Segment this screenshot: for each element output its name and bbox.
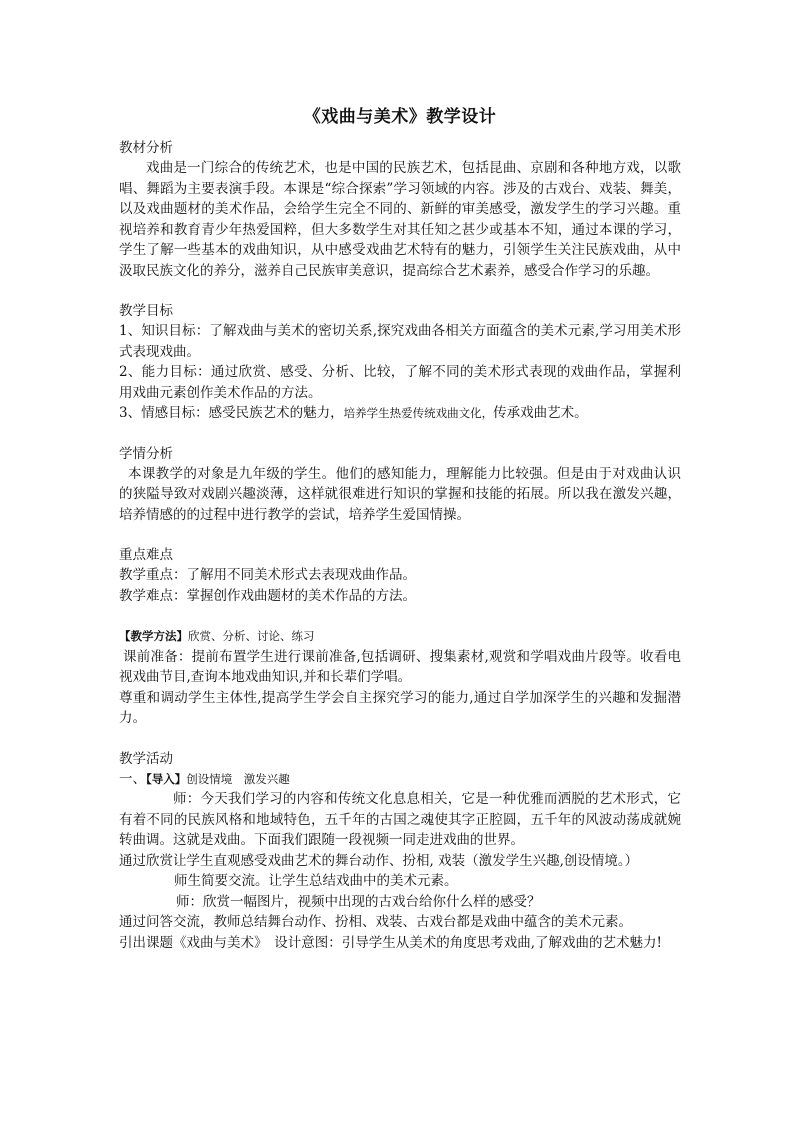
step-one-text: 创设情境 激发兴趣 [186, 771, 290, 786]
spacer [119, 606, 681, 626]
step-one-label: 【导入】 [146, 771, 187, 786]
section-heading-teaching-activities: 教学活动 [119, 750, 173, 767]
spacer [119, 525, 681, 545]
goal-emotion-tail: 传承戏曲艺术。 [493, 405, 588, 421]
spacer [119, 424, 681, 444]
goal-emotion-main: 3、情感目标：感受民族艺术的魅力， [119, 405, 344, 421]
difficulty-line: 教学难点：掌握创作戏曲题材的美术作品的方法。 [119, 587, 416, 604]
student-analysis-paragraph: 本课教学的对象是九年级的学生。他们的感知能力，理解能力比较强。但是由于对戏曲认识的狭隘导致对戏剧兴趣淡薄，这样就很难进行知识的掌握和技能的拓展。所以我在激发兴趣，培养情感的的过程中进行教学的尝试，培养学生爱国情操。 [119, 465, 681, 523]
textbook-analysis-paragraph: 戏曲是一门综合的传统艺术，也是中国的民族艺术，包括昆曲、京剧和各种地方戏，以歌唱、舞蹈为主要表演手段。本课是“综合探索”学习领域的内容。涉及的古戏台、戏装、舞美，以及戏曲题材的美术作品，会给学生完全不同的、新鲜的审美感受，激发学生的学习兴趣。重视培养和教育青少年热爱国粹，但大多数学生对其任知之甚少或基本不知，通过本课的学习，学生了解一些基本的戏曲知识，从中感受戏曲艺术特有的魅力，引领学生关注民族戏曲，从中汲取民族文化的养分，滋养自己民族审美意识，提高综合艺术素养，感受合作学习的乐趣。 [119, 160, 681, 279]
step-one-prefix: 一、 [119, 770, 146, 787]
topic-intro-paragraph: 引出课题《戏曲与美术》 设计意图：引导学生从美术的角度思考戏曲,了解戏曲的艺术魅力! [119, 934, 662, 951]
preparation-paragraph: 课前准备：提前布置学生进行课前准备,包括调研、搜集素材,观赏和学唱戏曲片段等。收看电视戏曲节目,查询本地戏曲知识,并和长辈们学唱。 [119, 648, 681, 685]
goal-ability: 2、能力目标：通过欣赏、感受、分析、比较，了解不同的美术形式表现的戏曲作品，掌握利用戏曲元素创作美术作品的方法。 [119, 364, 681, 401]
goal-knowledge: 1、知识目标：了解戏曲与美术的密切关系,探究戏曲各相关方面蕴含的美术元素,学习用美术形式表现戏曲。 [119, 323, 681, 360]
goal-emotion [119, 403, 681, 424]
appreciation-paragraph: 通过欣赏让学生直观感受戏曲艺术的舞台动作、扮相, 戏装（激发学生兴趣,创设情境。） [119, 852, 639, 869]
document-body [119, 104, 681, 953]
section-heading-textbook-analysis: 教材分析 [119, 140, 173, 156]
teacher-intro-paragraph: 师：今天我们学习的内容和传统文化息息相关，它是一种优雅而洒脱的艺术形式，它有着不同的民族风格和地域特色，五千年的古国之魂使其字正腔圆，五千年的风波动荡成就婉转曲调。这就是戏曲。下面我们跟随一段视频一同走进戏曲的世界。 [119, 791, 681, 848]
summary-paragraph: 通过问答交流，教师总结舞台动作、扮相、戏装、古戏台都是戏曲中蕴含的美术元素。 [119, 914, 632, 930]
teaching-method-label: 【教学方法】 [119, 629, 188, 643]
student-subject-paragraph: 尊重和调动学生主体性,提高学生学会自主探究学习的能力,通过自学加深学生的兴趣和发掘潜力。 [119, 689, 681, 726]
section-heading-student-analysis: 学情分析 [119, 445, 173, 462]
spacer [119, 281, 681, 301]
section-heading-teaching-goals: 教学目标 [119, 303, 173, 319]
picture-question-paragraph: 师：欣赏一幅图片，视频中出现的古戏台给你什么样的感受？ [176, 893, 541, 910]
key-point-line: 教学重点：了解用不同美术形式去表现戏曲作品。 [119, 567, 416, 583]
exchange-paragraph: 师生简要交流。让学生总结戏曲中的美术元素。 [174, 873, 458, 889]
spacer [119, 729, 681, 749]
section-heading-key-points: 重点难点 [119, 547, 173, 563]
step-one-heading [119, 769, 681, 790]
goal-emotion-small: 培养学生热爱传统戏曲文化， [343, 406, 494, 420]
teaching-method-line [119, 626, 681, 647]
teaching-method-text: 欣赏、分析、讨论、练习 [188, 629, 315, 643]
document-title: 《戏曲与美术》教学设计 [303, 107, 497, 127]
